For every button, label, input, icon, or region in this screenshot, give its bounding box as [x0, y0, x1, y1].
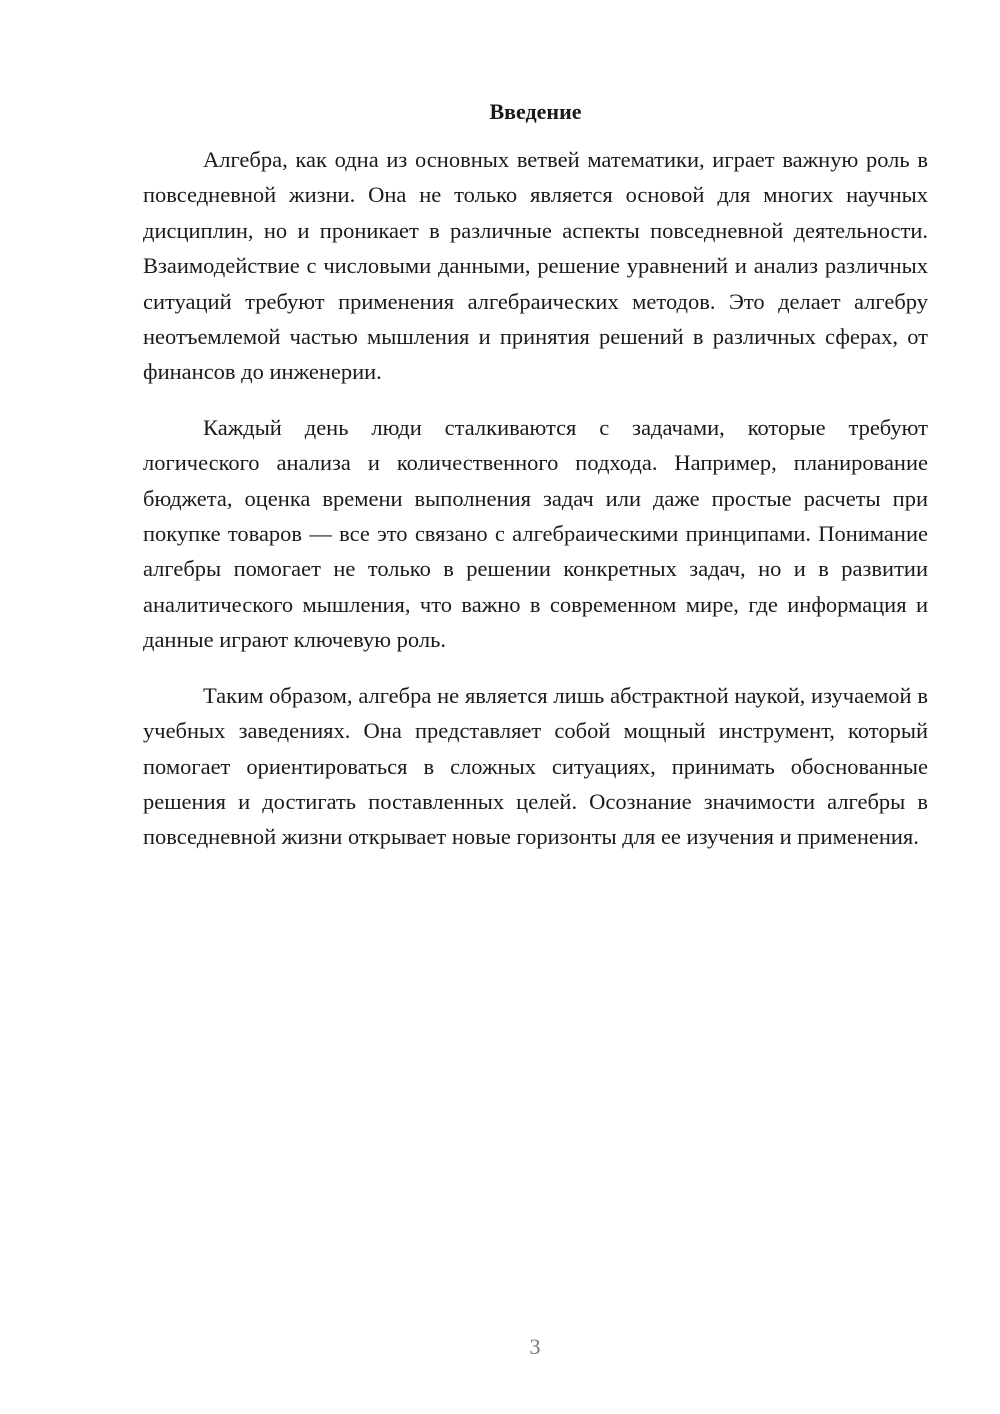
- section-title: Введение: [489, 99, 582, 124]
- paragraph-3: Таким образом, алгебра не является лишь абстрактной наукой, изучаемой в учебных заведениях. Она представляет собой мощный инструмент, который помогает ориентироваться в сложных ситуациях, принимать обоснованные решения и достигать поставленных целей. Осознание значимости алгебры в повседневной жизни открывает новые горизонты для ее изучения и применения.: [143, 682, 928, 850]
- paragraph-2: Каждый день люди сталкиваются с задачами, которые требуют логического анализа и количественного подхода. Например, планирование бюджета, оценка времени выполнения задач или даже простые расчеты при покупке товаров — все это связано с алгебраическими принципами. Понимание алгебры помогает не только в решении конкретных задач, но и в развитии аналитического мышления, что важно в современном мире, где информация и данные играют ключевую роль.: [143, 414, 928, 653]
- body-text: [143, 142, 928, 875]
- paragraph-1: Алгебра, как одна из основных ветвей математики, играет важную роль в повседневной жизни. Она не только является основой для многих научных дисциплин, но и проникает в различные аспекты повседневной деятельности. Взаимодействие с числовыми данными, решение уравнений и анализ различных ситуаций требуют применения алгебраических методов. Это делает алгебру неотъемлемой частью мышления и принятия решений в различных сферах, от финансов до инженерии.: [143, 147, 928, 385]
- page-number: 3: [529, 1334, 541, 1359]
